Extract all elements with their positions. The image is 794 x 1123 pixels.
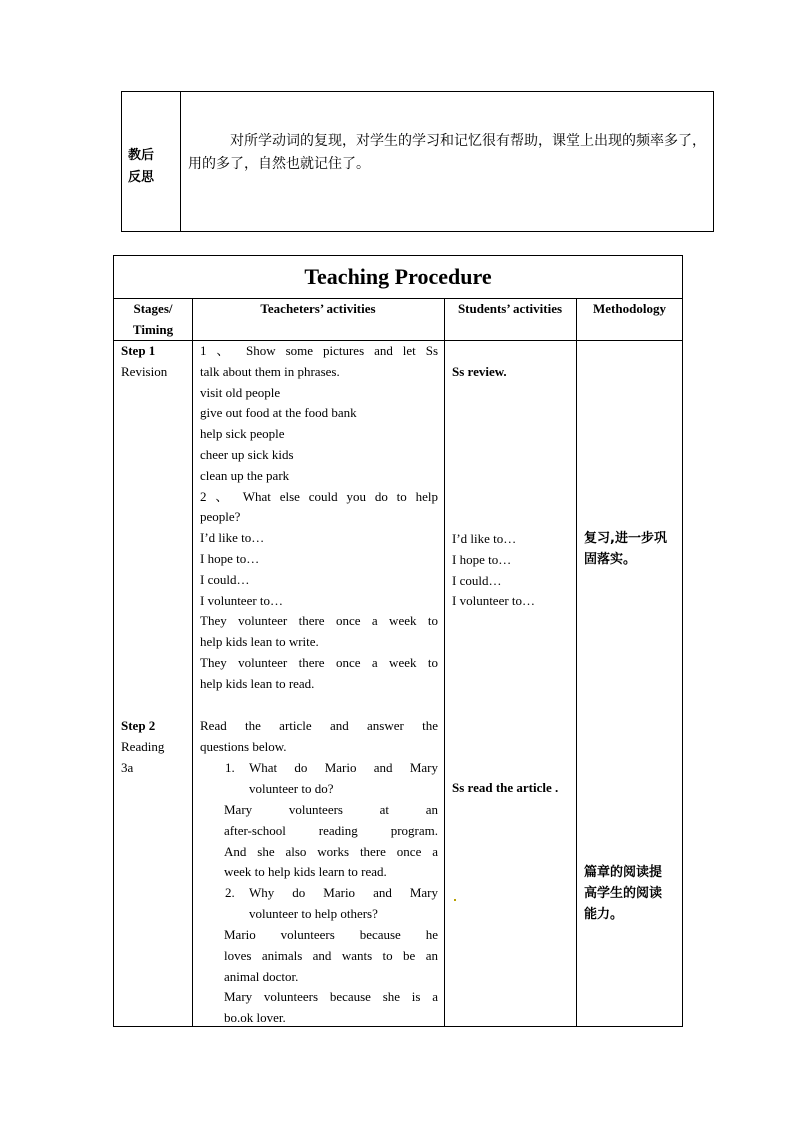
- column-divider-3: [576, 298, 577, 1026]
- step1-teacher-line: 2 、 What else could you do to help: [200, 488, 438, 504]
- step1-methodology: [584, 528, 667, 570]
- step2-question-1: [249, 758, 438, 800]
- step2-a1-line: after-school reading program.: [224, 822, 438, 838]
- step2-a2-line: Mary volunteers because she is a: [224, 989, 438, 1005]
- step1-teacher-line: cheer up sick kids: [200, 446, 294, 462]
- step1-teacher-line: help kids lean to write.: [200, 634, 319, 650]
- header-students-activities: Students’ activities: [457, 301, 563, 316]
- header-methodology: Methodology: [593, 301, 666, 316]
- step2-intro-line: questions below.: [200, 738, 287, 754]
- step2-intro: [200, 716, 438, 758]
- step2-label: Step 2: [121, 718, 156, 733]
- step2-a1-line: week to help kids learn to read.: [224, 864, 387, 880]
- step2-q2-line: volunteer to help others?: [249, 905, 378, 921]
- step2-q1-line: What do Mario and Mary: [249, 760, 438, 775]
- stray-dot-mark: [454, 899, 456, 901]
- step2-q1-line: volunteer to do?: [249, 780, 334, 796]
- step1-method-line: 复习,进一步巩: [584, 531, 667, 546]
- step1-teacher-line: help kids lean to read.: [200, 675, 315, 691]
- step2-a1-line: Mary volunteers at an: [224, 802, 438, 817]
- step2-q2-number: 2.: [225, 885, 235, 900]
- step1-student-activities: [452, 529, 535, 612]
- step1-teacher-line: I hope to…: [200, 550, 260, 566]
- step1-teacher-line: They volunteer there once a week to: [200, 613, 438, 629]
- step2-method-line: 篇章的阅读提: [584, 865, 663, 880]
- step2-q1-number: 1.: [225, 760, 235, 775]
- reflection-label-line2: 反思: [128, 170, 155, 185]
- reflection-text: 对所学动词的复现，对学生的学习和记忆很有帮助，课堂上出现的频率多了，用的多了，自然也就记住了。: [188, 133, 706, 172]
- step2-a2-line: bo.ok lover.: [224, 1010, 286, 1026]
- procedure-title: Teaching Procedure: [304, 264, 492, 289]
- step2-name: Reading: [121, 739, 165, 754]
- step1-teacher-line: They volunteer there once a week to: [200, 654, 438, 670]
- step1-label: Step 1: [121, 343, 156, 358]
- teaching-procedure-table: [113, 255, 683, 1027]
- step1-student-line: I could…: [452, 572, 502, 588]
- reflection-label-line1: 教后: [128, 148, 155, 163]
- step1-teacher-line: talk about them in phrases.: [200, 363, 340, 379]
- step1-teacher-line: clean up the park: [200, 467, 290, 483]
- step2-answer-2: [224, 925, 438, 1029]
- step2-method-line: 能力。: [584, 907, 624, 922]
- step2-a2-line: Mario volunteers because he: [224, 927, 438, 942]
- step1-teacher-line: visit old people: [200, 384, 281, 400]
- step1-student-review: Ss review.: [452, 364, 507, 379]
- step1-method-line: 固落实。: [584, 552, 637, 567]
- step2-sub: 3a: [121, 760, 134, 775]
- step1-teacher-line: 1 、 Show some pictures and let Ss: [200, 343, 438, 358]
- column-divider-2: [444, 298, 445, 1026]
- step2-methodology: [584, 862, 662, 925]
- step1-teacher-line: I could…: [200, 571, 250, 587]
- step1-teacher-line: I volunteer to…: [200, 592, 284, 608]
- step1-teacher-activities: [200, 341, 438, 695]
- step1-teacher-line: give out food at the food bank: [200, 405, 357, 421]
- header-teachers-activities: Teacheters’ activities: [260, 301, 376, 316]
- step2-method-line: 高学生的阅读: [584, 886, 663, 901]
- step1-teacher-line: people?: [200, 509, 241, 525]
- header-stages-line1: Stages/: [133, 301, 173, 316]
- step1-student-line: I’d like to…: [452, 531, 517, 546]
- step2-answer-1: [224, 800, 438, 883]
- step2-student-activity: Ss read the article .: [452, 780, 559, 795]
- header-stages-line2: Timing: [132, 322, 174, 337]
- step2-question-2: [249, 883, 438, 925]
- step1-teacher-line: I’d like to…: [200, 530, 265, 546]
- step1-student-line: I hope to…: [452, 551, 512, 567]
- step2-intro-line: Read the article and answer the: [200, 718, 438, 733]
- reflection-box: [121, 91, 714, 232]
- step1-teacher-line: help sick people: [200, 426, 285, 442]
- reflection-label-cell: [122, 92, 181, 231]
- step1-name: Revision: [121, 364, 168, 379]
- step2-q2-line: Why do Mario and Mary: [249, 885, 438, 900]
- step2-a1-line: And she also works there once a: [224, 843, 438, 859]
- step2-a2-line: animal doctor.: [224, 968, 299, 984]
- header-stages: [114, 298, 192, 340]
- column-divider-1: [192, 298, 193, 1026]
- step2-a2-line: loves animals and wants to be an: [224, 947, 438, 963]
- step1-student-line: I volunteer to…: [452, 593, 536, 609]
